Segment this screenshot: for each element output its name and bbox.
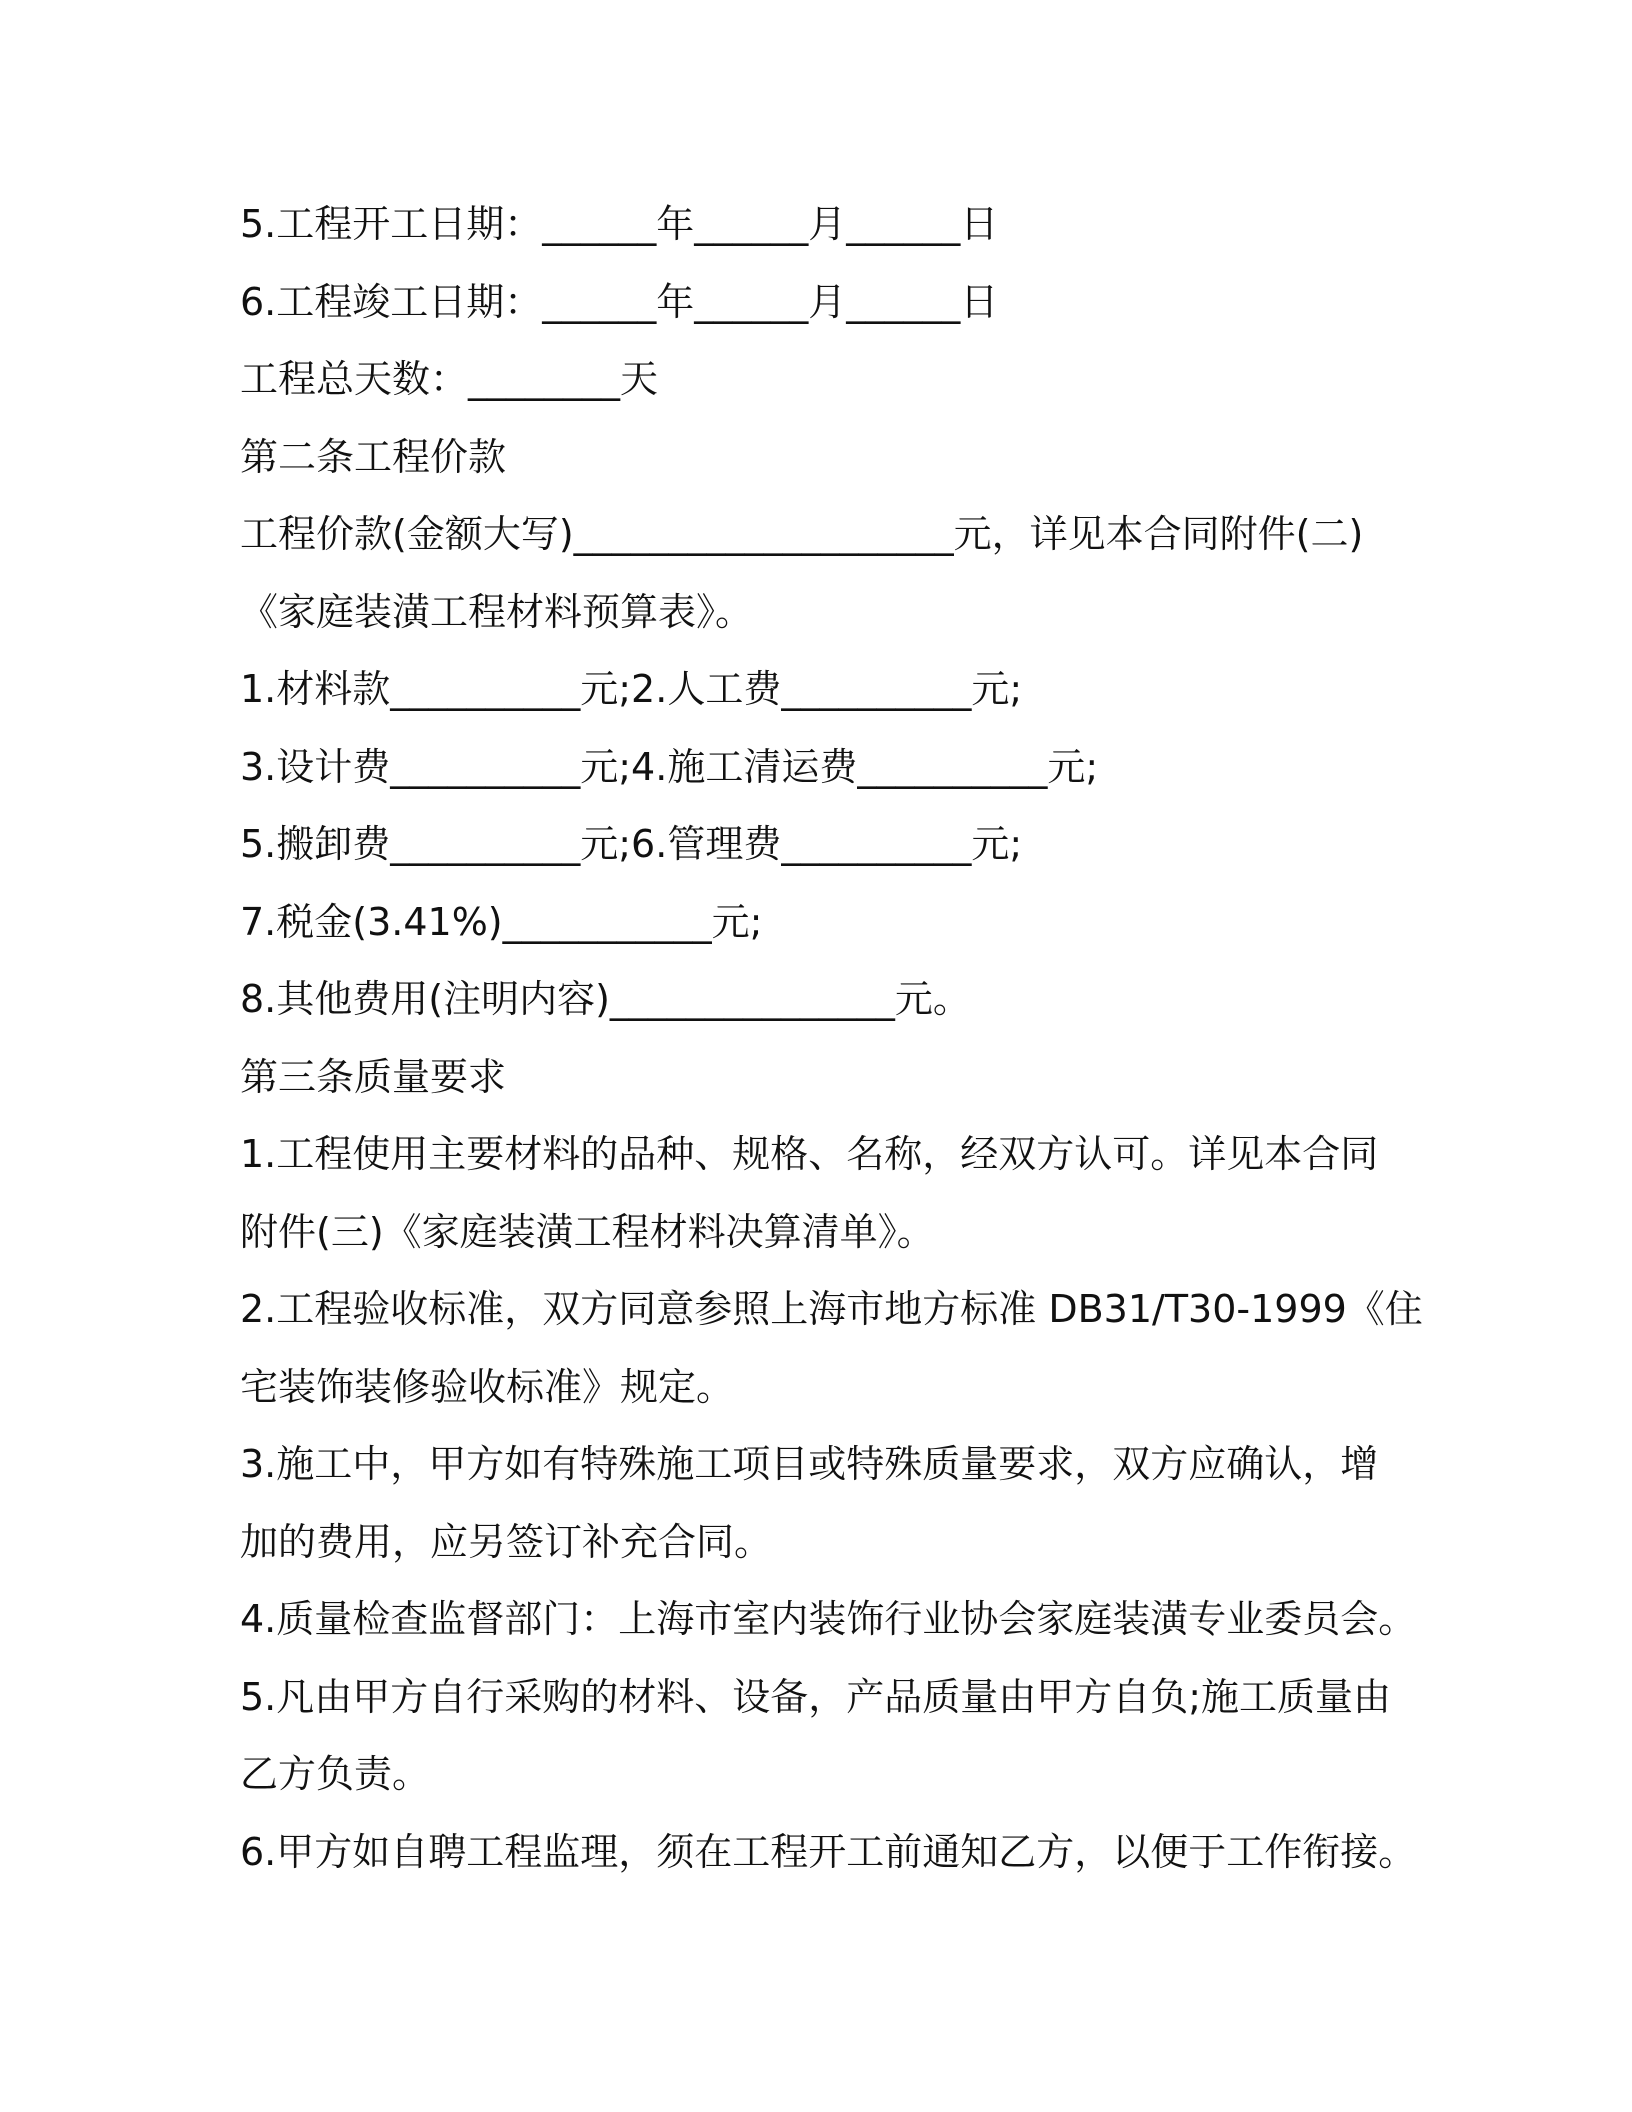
quality-item-5-cont: 乙方负责。 [240, 1752, 431, 1796]
quality-item-2: 2.工程验收标准，双方同意参照上海市地方标准 DB31/T30-1999《住 [240, 1287, 1423, 1331]
fee-line-1: 1.材料款__________元;2.人工费__________元; [240, 667, 1023, 711]
quality-item-3-cont: 加的费用，应另签订补充合同。 [240, 1519, 773, 1564]
document-page [240, 186, 1423, 1891]
quality-item-5: 5.凡由甲方自行采购的材料、设备，产品质量由甲方自负;施工质量由 [240, 1674, 1392, 1719]
start-date-line: 5.工程开工日期：______年______月______日 [240, 202, 999, 246]
fee-line-3: 5.搬卸费__________元;6.管理费__________元; [240, 822, 1023, 866]
article-3-heading: 第三条质量要求 [240, 1054, 507, 1099]
tax-line: 7.税金(3.41%)___________元; [240, 899, 763, 944]
quality-item-1-cont: 附件(三)《家庭装潢工程材料决算清单》。 [240, 1209, 935, 1254]
article-2-heading: 第二条工程价款 [240, 434, 507, 479]
quality-item-2-cont: 宅装饰装修验收标准》规定。 [240, 1364, 735, 1409]
price-line-cont: 《家庭装潢工程材料预算表》。 [240, 589, 754, 634]
price-line: 工程价款(金额大写)____________________元，详见本合同附件(二) [240, 512, 1364, 556]
quality-item-1: 1.工程使用主要材料的品种、规格、名称，经双方认可。详见本合同 [240, 1132, 1379, 1176]
fee-line-2: 3.设计费__________元;4.施工清运费__________元; [240, 744, 1099, 789]
quality-item-3: 3.施工中，甲方如有特殊施工项目或特殊质量要求，双方应确认，增 [240, 1442, 1379, 1486]
quality-item-4: 4.质量检查监督部门：上海市室内装饰行业协会家庭装潢专业委员会。 [240, 1597, 1417, 1641]
total-days-line: 工程总天数：________天 [240, 357, 659, 401]
quality-item-6: 6.甲方如自聘工程监理，须在工程开工前通知乙方，以便于工作衔接。 [240, 1829, 1417, 1874]
other-fee-line: 8.其他费用(注明内容)_______________元。 [240, 977, 971, 1021]
completion-date-line: 6.工程竣工日期：______年______月______日 [240, 279, 999, 324]
